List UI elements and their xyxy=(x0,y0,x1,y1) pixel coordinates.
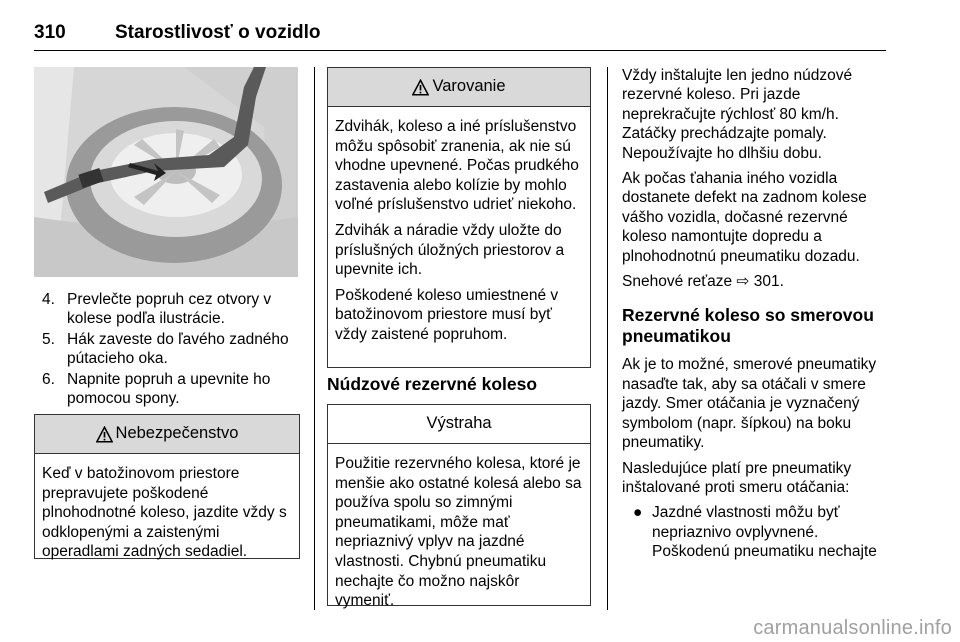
column-divider xyxy=(314,67,315,610)
danger-box xyxy=(34,414,300,559)
watermark: carmanualsonline.info xyxy=(753,617,952,639)
caution-box-text: Použitie rezervného kolesa, ktoré je menšie ako ostatné kolesá alebo sa používa spolu so zimnými pneumatikami, môže mať nepriaznivý vplyv na jazdné vlastnosti. Chybnú pneumatiku nechajte čo možno najskôr vymeniť. xyxy=(335,455,582,610)
page-header xyxy=(34,22,886,51)
page-number: 310 xyxy=(34,22,66,43)
section-heading: Núdzové rezervné koleso xyxy=(327,374,538,394)
spare-wheel-strap-icon xyxy=(34,67,298,277)
warning-paragraph: Poškodené koleso umiestnené v batožinovom priestore musí byť vždy zaistené popruhom. xyxy=(335,286,559,343)
danger-box-text: Keď v batožinovom priestore prepravujete poškodené plnohodnotné koleso, jazdite vždy s odklopenými a zaistenými operadlami zadných sedadiel. xyxy=(42,465,287,561)
section-heading-container xyxy=(327,374,589,403)
right-column xyxy=(622,66,890,562)
warning-triangle-icon xyxy=(96,426,113,443)
caution-box xyxy=(327,404,591,610)
spare-wheel-illustration xyxy=(34,67,298,277)
warning-box xyxy=(327,67,591,368)
warning-triangle-icon xyxy=(412,79,429,96)
warning-paragraph: Zdvihák a náradie vždy uložte do príslušných úložných priestorov a upevnite ich. xyxy=(335,221,565,279)
steps-list xyxy=(42,290,302,408)
paragraph: Ak je to možné, smerové pneumatiky nasaďte tak, aby sa otáčali v smere jazdy. Smer otáčania je vyznačený symbolom (napr. šípkou) na boku pneumatiky. xyxy=(622,356,877,452)
list-item: 5. Hák zaveste do ľavého zadného pútacieho oka. xyxy=(42,330,289,368)
steps-list-container xyxy=(42,290,302,409)
bullet-item: ● Jazdné vlastnosti môžu byť nepriaznivo ovplyvnené. Poškodenú pneumatiku nechajte xyxy=(633,504,877,561)
paragraph: Ak počas ťahania iného vozidla dostanete defekt na zadnom kolese vášho vozidla, dočasné rezervné koleso namontujte dopredu a plnohodnotnú pneumatiku dozadu. xyxy=(622,170,867,265)
paragraph: Nasledujúce platí pre pneumatiky inštalované proti smeru otáčania: xyxy=(622,459,852,496)
paragraph: Vždy inštalujte len jedno núdzové rezervné koleso. Pri jazde neprekračujte rýchlosť 80 km/h. Zatáčky prechádzajte pomaly. Nepoužívajte ho dlhšiu dobu. xyxy=(622,67,853,162)
caution-box-heading: Výstraha xyxy=(328,405,590,444)
list-item: 4. Prevlečte popruh cez otvory v kolese podľa ilustrácie. xyxy=(42,291,272,328)
column-divider xyxy=(607,67,608,610)
warning-paragraph: Zdvihák, koleso a iné príslušenstvo môžu spôsobiť zranenia, ak nie sú vhodne upevnené. Počas prudkého zastavenia alebo kolízie by mohlo voľné príslušenstvo udrieť niekoho. xyxy=(335,118,579,214)
danger-box-heading: Nebezpečenstvo xyxy=(35,415,299,454)
page-reference-arrow-icon: ⇨ xyxy=(736,273,750,291)
subheading: Rezervné koleso so smerovou pneumatikou xyxy=(622,305,874,347)
bullet-icon: ● xyxy=(633,504,643,522)
page-title: Starostlivosť o vozidlo xyxy=(115,22,321,43)
cross-reference: Snehové reťaze ⇨ 301. xyxy=(622,273,784,291)
list-item: 6. Napnite popruh a upevnite ho pomocou spony. xyxy=(42,370,271,408)
warning-box-heading: Varovanie xyxy=(328,68,590,107)
